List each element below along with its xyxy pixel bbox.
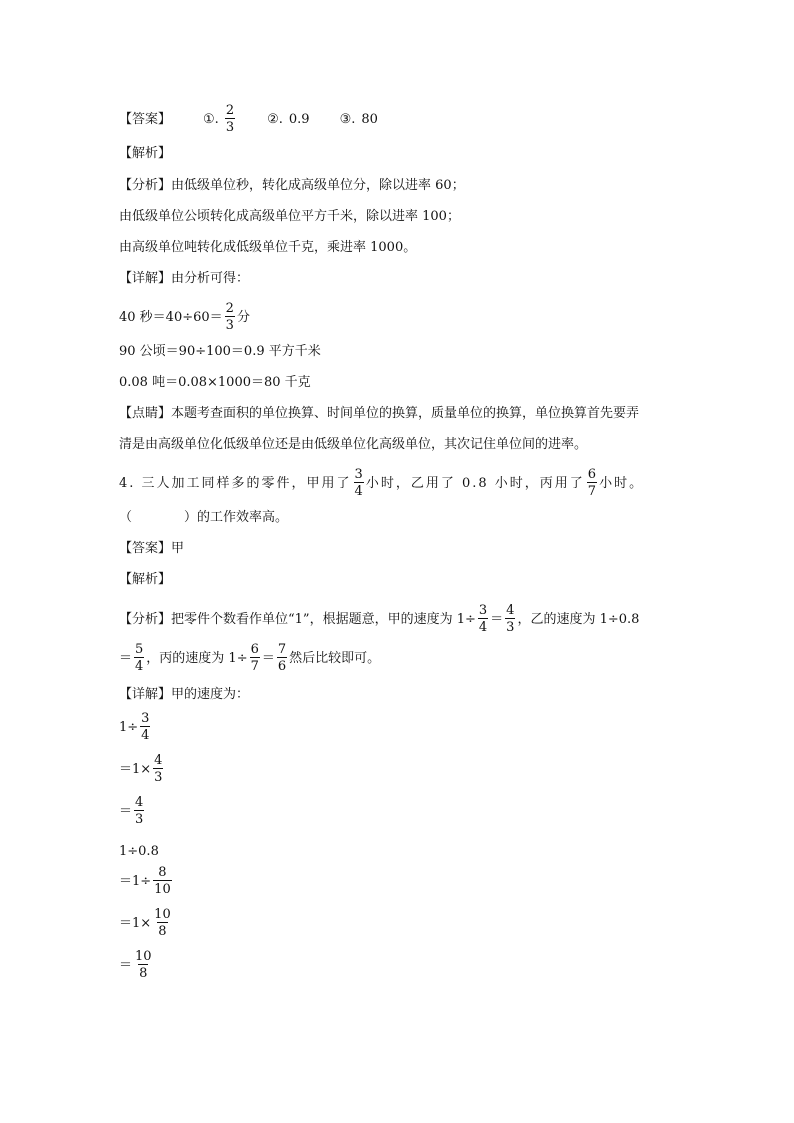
fraction: [587, 468, 597, 498]
fenxi2-line-1: [119, 604, 639, 634]
calc-post: 分: [236, 309, 250, 325]
q4-part-2: 小时，乙用了 0.8 小时，丙用了: [365, 475, 585, 491]
choice-3-value: 80: [361, 111, 378, 127]
analysis-heading-2: 【解析】: [119, 572, 172, 587]
fenxi-line-1: [119, 179, 465, 192]
dianjing-line-1: [119, 407, 639, 420]
answer-label: 【答案】: [119, 541, 172, 556]
fraction: [134, 643, 144, 673]
detail-line-1: [119, 272, 249, 285]
fenxi-line-2: 由低级单位公顷转化成高级单位平方千米，除以进率 100；: [119, 209, 460, 224]
numerator: 2: [225, 103, 235, 118]
fraction: [250, 643, 260, 673]
choice-2-value: 0.9: [288, 111, 310, 127]
fenxi2-l2-part-2: ，丙的速度为 1÷: [146, 650, 248, 666]
step-7: [119, 950, 155, 980]
calc-line-1: [119, 302, 250, 332]
detail-line-2: [119, 688, 249, 701]
step-3: [119, 796, 146, 826]
calc-pre: 40 秒＝40÷60＝: [119, 309, 223, 325]
denominator: 4: [354, 484, 363, 499]
numerator: 3: [478, 603, 488, 618]
detail-label: 【详解】: [119, 687, 172, 702]
step-2: [119, 754, 165, 784]
fraction: [134, 796, 144, 826]
answer-label: 【答案】: [119, 111, 172, 127]
denominator: 7: [587, 484, 597, 499]
numerator: 2: [225, 301, 234, 316]
step-pre: ＝1×: [119, 761, 152, 777]
step-pre: ＝: [119, 957, 133, 973]
denominator: 4: [478, 620, 488, 635]
fenxi2-l2-part-3: ＝: [261, 650, 275, 666]
step-pre: 1÷: [119, 719, 139, 735]
dianjing-text: 本题考查面积的单位换算、时间单位的换算，质量单位的换算，单位换算首先要弄: [171, 406, 640, 421]
fraction: [225, 302, 235, 332]
calc-line-2: 90 公顷＝90÷100＝0.9 平方千米: [119, 344, 321, 359]
fenxi2-l2-part-1: ＝: [119, 650, 133, 666]
numerator: 3: [141, 711, 150, 726]
fraction: [225, 104, 235, 134]
fraction: [153, 866, 172, 896]
fenxi2-l2-part-4: 然后比较即可。: [289, 650, 381, 666]
step-pre: ＝1×: [119, 915, 152, 931]
numerator: 10: [154, 907, 171, 922]
fenxi2-part-1: 把零件个数看作单位“1”，根据题意，甲的速度为 1÷: [171, 611, 476, 627]
denominator: 8: [139, 966, 148, 981]
fenxi-line-3: 由高级单位吨转化成低级单位千克，乘进率 1000。: [119, 240, 417, 255]
step-pre: ＝: [119, 803, 133, 819]
step-1: [119, 712, 152, 742]
fraction: [153, 908, 172, 938]
fenxi-label: 【分析】: [119, 611, 172, 627]
numerator: 4: [154, 753, 163, 768]
denominator: 7: [250, 659, 259, 674]
numerator: 5: [135, 642, 144, 657]
choice-1-marker: ①.: [203, 111, 219, 127]
question-4-line-1: [119, 468, 644, 498]
denominator: 3: [225, 318, 234, 333]
answer-line-1: [119, 104, 378, 134]
fraction: [505, 604, 515, 634]
numerator: 6: [250, 642, 259, 657]
q4-part-3: 小时。: [599, 475, 645, 491]
numerator: 6: [587, 467, 597, 482]
fraction: [134, 950, 153, 980]
denominator: 4: [135, 659, 144, 674]
detail-text: 甲的速度为：: [171, 687, 250, 702]
step-5: [119, 866, 174, 896]
denominator: 6: [277, 659, 287, 674]
q4-part-1: 4. 三人加工同样多的零件，甲用了: [119, 475, 352, 491]
calc-line-3: 0.08 吨＝0.08×1000＝80 千克: [119, 375, 311, 390]
numerator: 10: [135, 949, 152, 964]
step-4: 1÷0.8: [119, 844, 159, 859]
denominator: 3: [135, 812, 144, 827]
fenxi2-line-2: [119, 643, 380, 673]
step-pre: ＝1÷: [119, 873, 152, 889]
detail-label: 【详解】: [119, 271, 172, 286]
denominator: 4: [141, 728, 150, 743]
fenxi2-part-2: ＝: [490, 611, 504, 627]
question-4-line-2: （ ）的工作效率高。: [119, 510, 289, 525]
choice-3-marker: ③.: [339, 111, 356, 127]
fenxi-label: 【分析】: [119, 178, 172, 193]
numerator: 8: [158, 865, 167, 880]
denominator: 8: [158, 924, 167, 939]
answer-text: 甲: [171, 541, 185, 556]
denominator: 3: [506, 620, 515, 635]
detail-text: 由分析可得：: [171, 271, 250, 286]
step-6: [119, 908, 174, 938]
denominator: 3: [225, 120, 235, 135]
fenxi2-part-3: ，乙的速度为 1÷0.8: [517, 611, 640, 627]
choice-2-marker: ②.: [267, 111, 283, 127]
denominator: 10: [154, 882, 171, 897]
fraction: [354, 468, 364, 498]
fraction: [153, 754, 163, 784]
answer-line-2: [119, 542, 184, 555]
fenxi-text: 由低级单位秒，转化成高级单位分，除以进率 60；: [171, 178, 465, 193]
fraction: [277, 643, 287, 673]
numerator: 4: [506, 603, 515, 618]
dianjing-line-2: 清是由高级单位化低级单位还是由低级单位化高级单位，其次记住单位间的进率。: [119, 437, 588, 452]
numerator: 3: [354, 467, 363, 482]
fraction: [478, 604, 488, 634]
denominator: 3: [154, 770, 163, 785]
numerator: 7: [277, 642, 287, 657]
numerator: 4: [135, 795, 144, 810]
analysis-heading-1: 【解析】: [119, 146, 172, 161]
fraction: [140, 712, 150, 742]
dianjing-label: 【点睛】: [119, 406, 172, 421]
